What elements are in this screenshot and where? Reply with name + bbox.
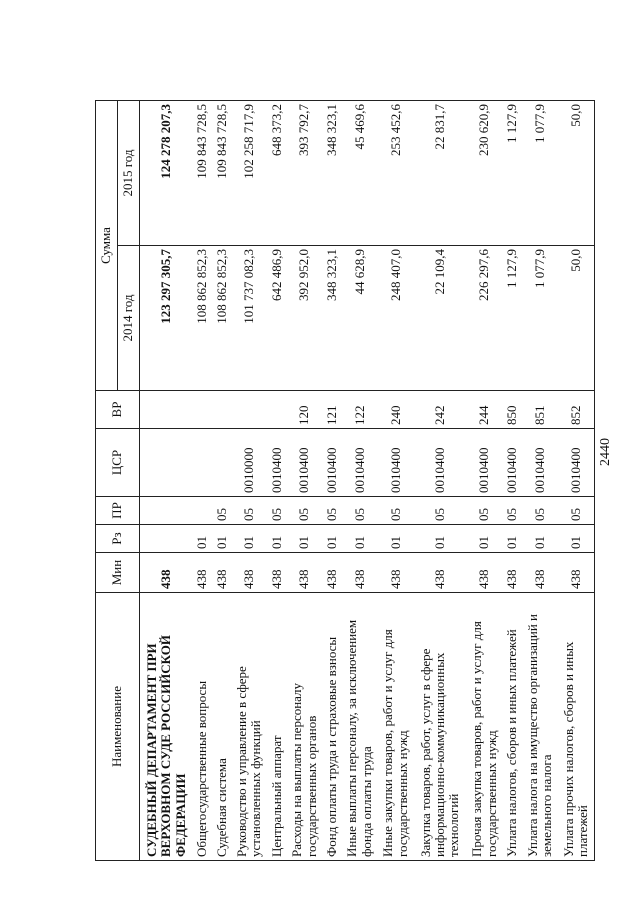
row-vr: 852 [558,391,595,429]
row-min: 438 [558,553,595,593]
row-pr: 05 [558,497,595,525]
table-row [414,101,467,861]
row-vr: 240 [378,391,414,429]
row-name: Уплата налога на имущество организаций и земельного налога [522,593,558,861]
row-pr: 05 [378,497,414,525]
row-2014: 50,0 [558,246,595,391]
row-2014: 108 862 852,3 [212,246,231,391]
row-csr [193,429,212,497]
table-row [467,101,503,861]
row-rz: 01 [323,525,342,553]
row-min: 438 [231,553,267,593]
row-rz: 01 [212,525,231,553]
row-2015: 393 792,7 [287,101,323,246]
row-min: 438 [467,553,503,593]
row-2014: 123 297 305,7 [140,246,193,391]
row-2014: 226 297,6 [467,246,503,391]
table-row [267,101,286,861]
row-name: Прочая закупка товаров, работ и услуг для государственных нужд [467,593,503,861]
row-2015: 109 843 728,5 [212,101,231,246]
table-row [193,101,212,861]
table-row [323,101,342,861]
row-pr: 05 [342,497,378,525]
row-csr: 0010400 [378,429,414,497]
table-row [522,101,558,861]
row-min: 438 [267,553,286,593]
row-pr: 05 [414,497,467,525]
row-rz: 01 [467,525,503,553]
row-2014: 22 109,4 [414,246,467,391]
row-pr: 05 [287,497,323,525]
row-name: Иные закупки товаров, работ и услуг для государственных нужд [378,593,414,861]
row-rz: 01 [414,525,467,553]
row-name: Закупка товаров, работ, услуг в сфере информационно-коммуникационных технологий [414,593,467,861]
page-number: 2440 [598,438,613,466]
row-min: 438 [323,553,342,593]
row-2015: 348 323,1 [323,101,342,246]
row-rz: 01 [287,525,323,553]
row-rz: 01 [558,525,595,553]
row-vr [193,391,212,429]
row-2015: 253 452,6 [378,101,414,246]
row-min: 438 [414,553,467,593]
row-2014: 392 952,0 [287,246,323,391]
row-rz: 01 [231,525,267,553]
row-min: 438 [503,553,522,593]
row-min: 438 [522,553,558,593]
row-2014: 101 737 082,3 [231,246,267,391]
row-2015: 45 469,6 [342,101,378,246]
header-vr: ВР [96,391,140,429]
row-pr [140,497,193,525]
row-csr [212,429,231,497]
row-rz: 01 [522,525,558,553]
row-csr: 0010400 [342,429,378,497]
row-name: Уплата налогов, сборов и иных платежей [503,593,522,861]
row-vr [140,391,193,429]
row-2014: 1 127,9 [503,246,522,391]
row-vr: 120 [287,391,323,429]
row-2014: 248 407,0 [378,246,414,391]
row-vr: 121 [323,391,342,429]
row-pr: 05 [212,497,231,525]
row-pr: 05 [267,497,286,525]
header-pr: ПР [96,497,140,525]
row-csr: 0010400 [267,429,286,497]
row-2015: 648 373,2 [267,101,286,246]
table-row [212,101,231,861]
row-csr: 0010000 [231,429,267,497]
row-2015: 50,0 [558,101,595,246]
row-name: Центральный аппарат [267,593,286,861]
row-2015: 1 077,9 [522,101,558,246]
row-name: Судебная система [212,593,231,861]
table-row [378,101,414,861]
row-2014: 108 862 852,3 [193,246,212,391]
row-2014: 348 323,1 [323,246,342,391]
row-vr: 851 [522,391,558,429]
row-csr: 0010400 [287,429,323,497]
row-2015: 102 258 717,9 [231,101,267,246]
row-pr: 05 [467,497,503,525]
row-pr: 05 [503,497,522,525]
row-csr: 0010400 [467,429,503,497]
row-min: 438 [378,553,414,593]
row-2014: 642 486,9 [267,246,286,391]
header-sum: Сумма [96,101,118,391]
row-csr: 0010400 [503,429,522,497]
row-vr [231,391,267,429]
table-row [231,101,267,861]
row-min: 438 [193,553,212,593]
row-name: Уплата прочих налогов, сборов и иных платежей [558,593,595,861]
header-csr: ЦСР [96,429,140,497]
header-name: Наименование [96,593,140,861]
row-name: Иные выплаты персоналу, за исключением фонда оплаты труда [342,593,378,861]
row-vr: 850 [503,391,522,429]
row-rz: 01 [342,525,378,553]
row-2015: 1 127,9 [503,101,522,246]
row-name: Руководство и управление в сфере установленных функций [231,593,267,861]
row-vr [212,391,231,429]
table-row [558,101,595,861]
header-2015: 2015 год [118,101,140,246]
row-csr: 0010400 [323,429,342,497]
header-min: Мин [96,553,140,593]
row-csr: 0010400 [414,429,467,497]
budget-table [95,100,595,861]
row-pr: 05 [323,497,342,525]
header-rz: Рз [96,525,140,553]
row-name: Расходы на выплаты персоналу государственных органов [287,593,323,861]
row-vr [267,391,286,429]
row-pr: 05 [231,497,267,525]
row-rz: 01 [503,525,522,553]
row-rz: 01 [378,525,414,553]
row-csr [140,429,193,497]
row-min: 438 [212,553,231,593]
rotated-table-container [95,101,595,861]
row-2015: 230 620,9 [467,101,503,246]
table-row [140,101,193,861]
row-csr: 0010400 [522,429,558,497]
row-rz: 01 [193,525,212,553]
row-2014: 1 077,9 [522,246,558,391]
row-name: Фонд оплаты труда и страховые взносы [323,593,342,861]
table-row [287,101,323,861]
row-min: 438 [287,553,323,593]
table-row [503,101,522,861]
row-csr: 0010400 [558,429,595,497]
row-2015: 109 843 728,5 [193,101,212,246]
row-vr: 242 [414,391,467,429]
row-name: Общегосударственные вопросы [193,593,212,861]
row-rz: 01 [267,525,286,553]
row-pr [193,497,212,525]
table-row [342,101,378,861]
row-vr: 122 [342,391,378,429]
row-rz [140,525,193,553]
row-pr: 05 [522,497,558,525]
row-vr: 244 [467,391,503,429]
row-name: СУДЕБНЫЙ ДЕПАРТАМЕНТ ПРИ ВЕРХОВНОМ СУДЕ РОССИЙСКОЙ ФЕДЕРАЦИИ [140,593,193,861]
row-min: 438 [342,553,378,593]
row-min: 438 [140,553,193,593]
row-2015: 124 278 207,3 [140,101,193,246]
header-2014: 2014 год [118,246,140,391]
row-2014: 44 628,9 [342,246,378,391]
row-2015: 22 831,7 [414,101,467,246]
